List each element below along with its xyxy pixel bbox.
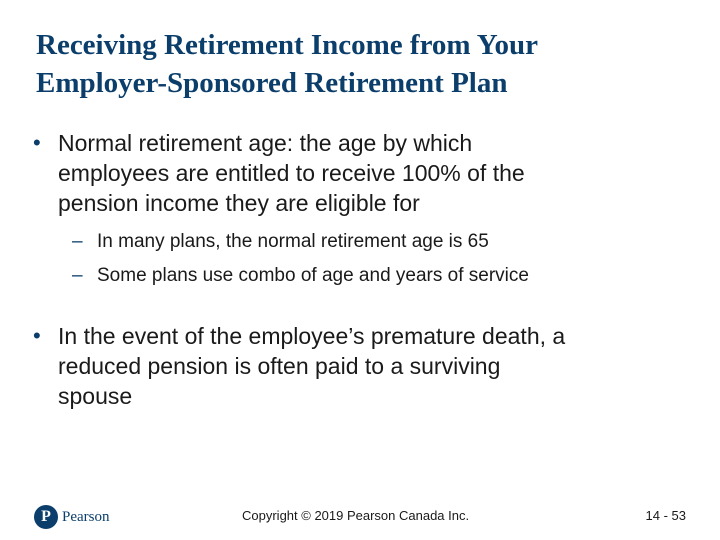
slide-title	[36, 26, 696, 102]
bullet-marker: •	[33, 323, 41, 348]
slide-title-line-2: Employer-Sponsored Retirement Plan	[36, 67, 508, 99]
subbullet-age-and-service	[33, 264, 693, 288]
pearson-logo-icon: P	[34, 505, 58, 529]
bullet-2-line-3: spouse	[58, 383, 133, 409]
bullet-1-line-2: employees are entitled to receive 100% of the	[58, 160, 525, 186]
pearson-logo-text: Pearson	[62, 508, 110, 525]
subbullet-1-text: In many plans, the normal retirement age is 65	[97, 231, 489, 252]
bullet-premature-death	[33, 321, 693, 411]
subbullet-marker: –	[72, 231, 83, 252]
bullet-2-line-2: reduced pension is often paid to a surviving	[58, 353, 501, 379]
slide-title-line-1: Receiving Retirement Income from Your	[36, 29, 538, 61]
pearson-logo	[34, 504, 110, 530]
copyright-notice: Copyright © 2019 Pearson Canada Inc.	[242, 508, 470, 523]
subbullet-2-text: Some plans use combo of age and years of service	[97, 265, 529, 286]
bullet-normal-retirement-age	[33, 128, 693, 218]
subbullet-retirement-age-65	[33, 230, 693, 254]
bullet-2-line-1: In the event of the employee’s premature death, a	[58, 323, 566, 349]
bullet-1-line-3: pension income they are eligible for	[58, 190, 420, 216]
bullet-marker: •	[33, 130, 41, 155]
bullet-1-line-1: Normal retirement age: the age by which	[58, 130, 473, 156]
subbullet-marker: –	[72, 265, 83, 286]
page-number: 14 - 53	[645, 508, 686, 523]
slide-content	[33, 128, 693, 411]
